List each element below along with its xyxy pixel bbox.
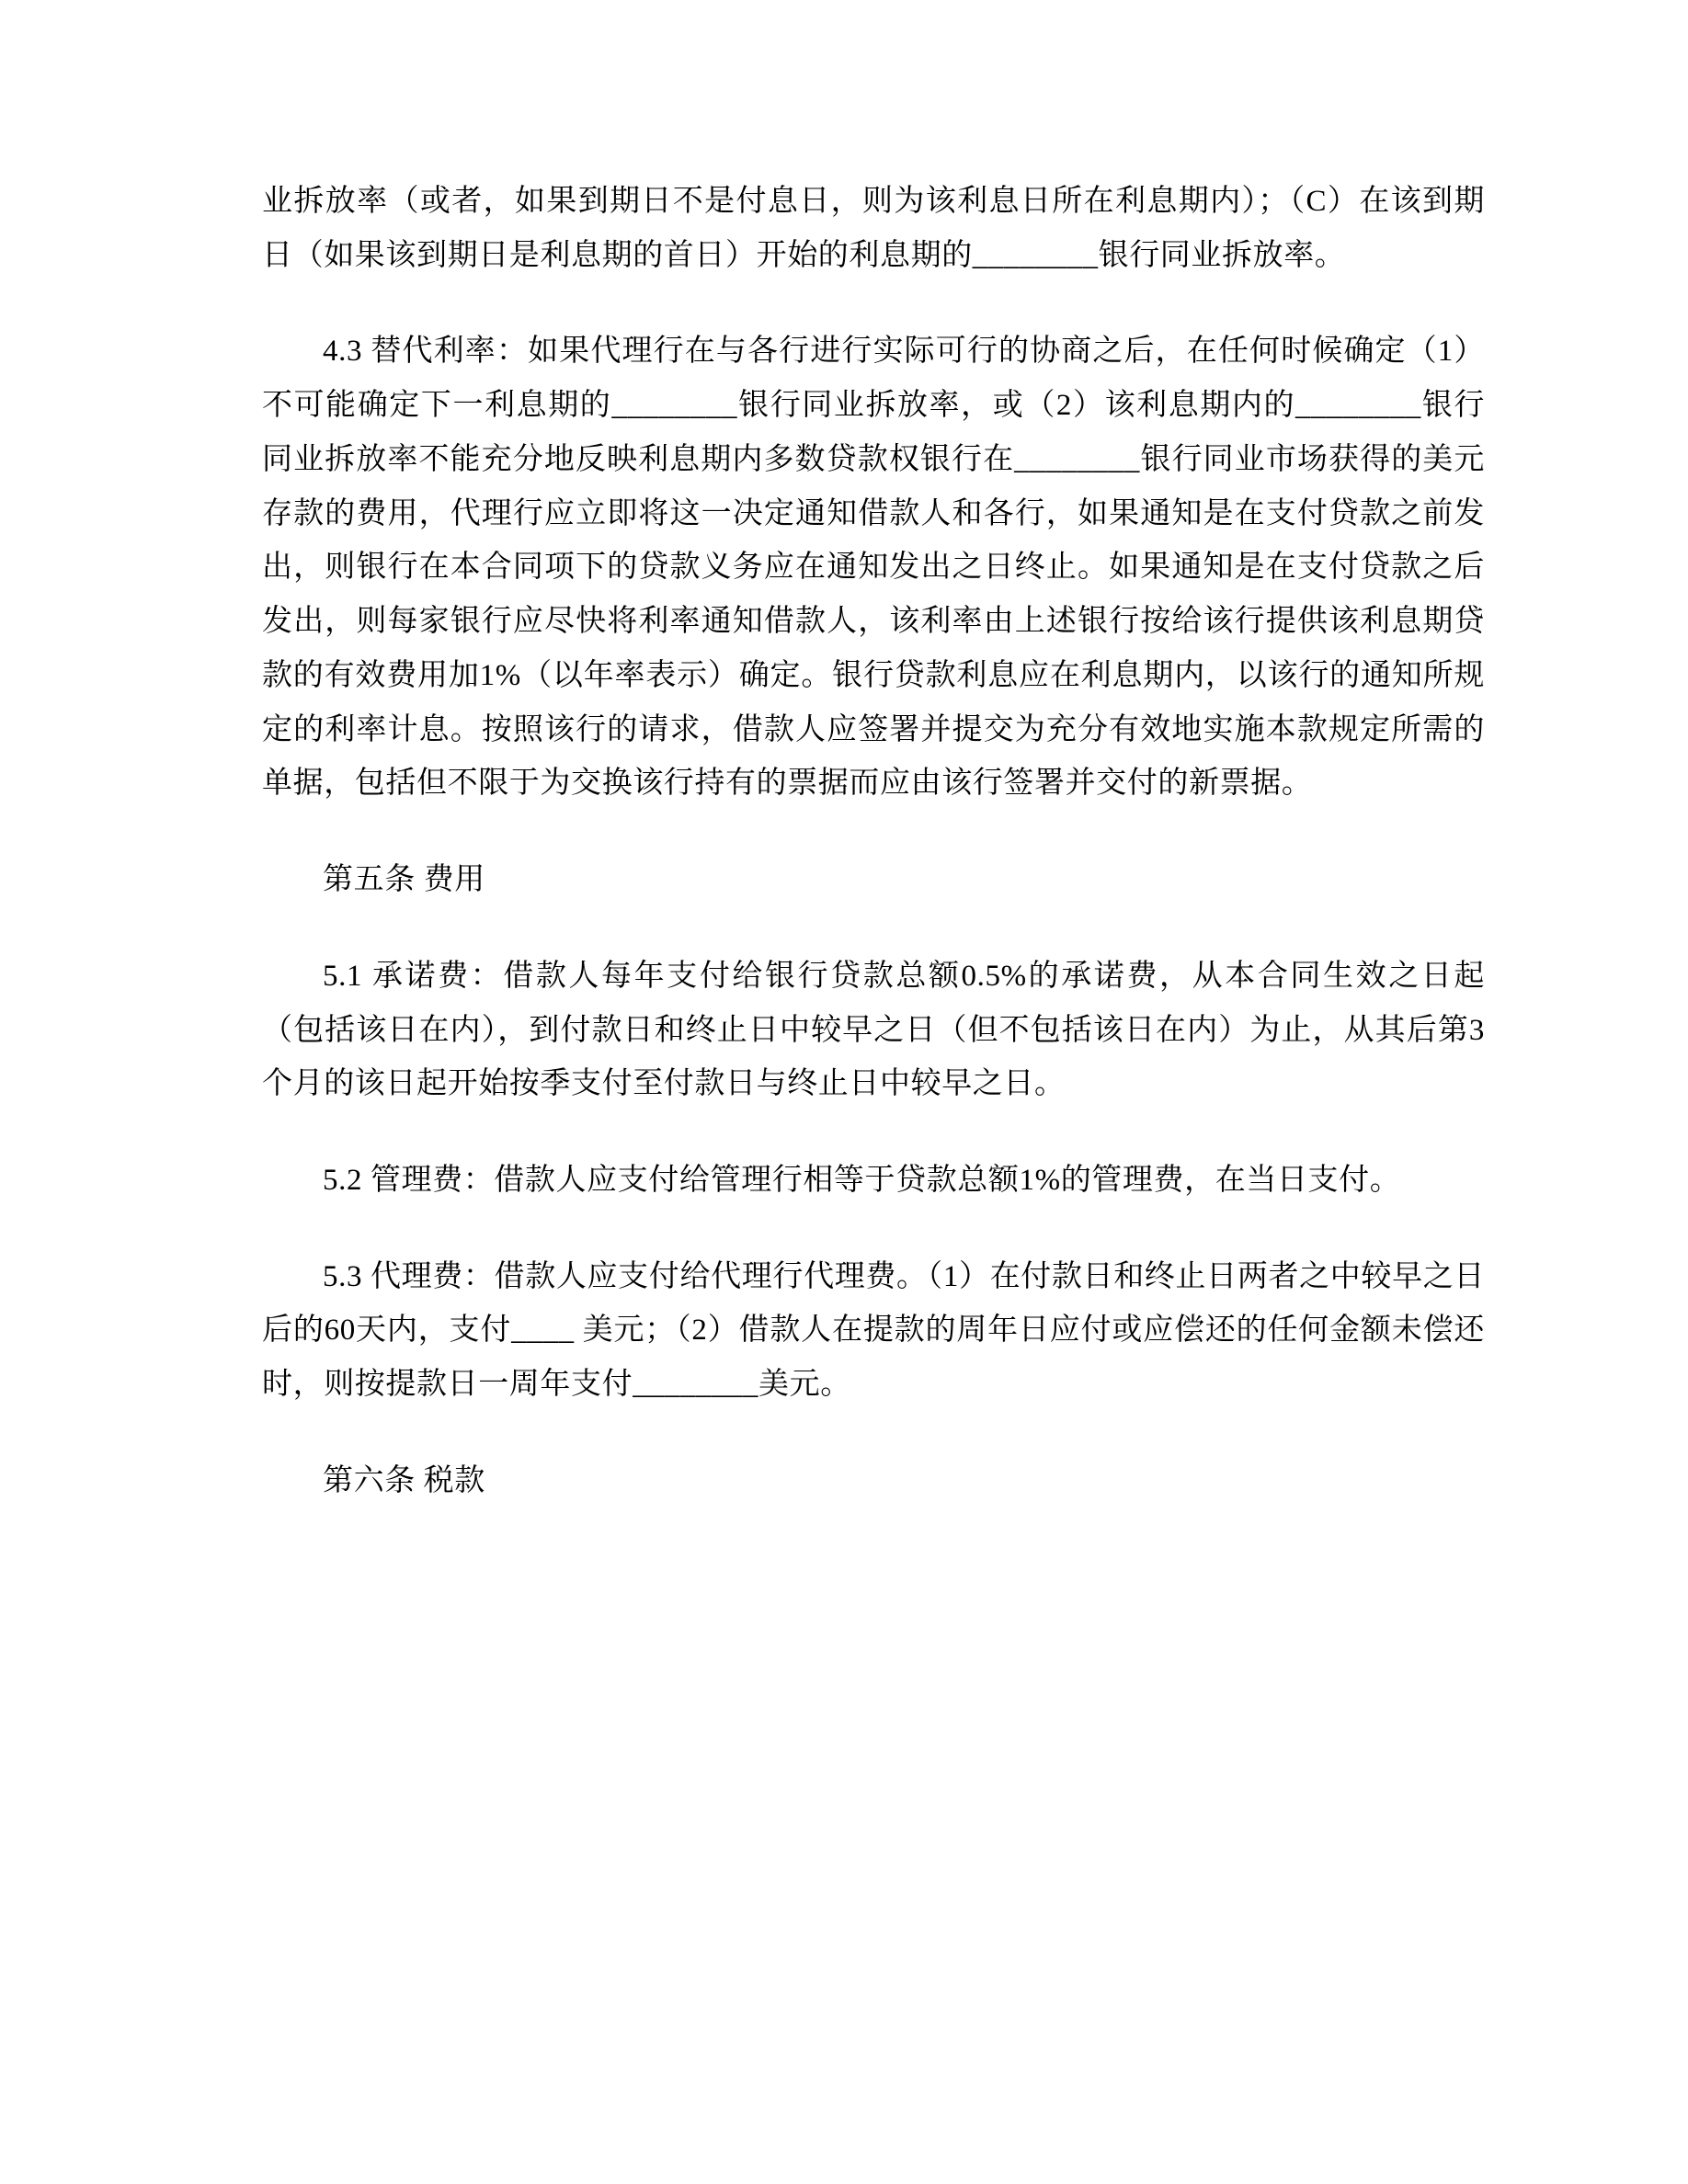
paragraph-5-3-agency-fee: 5.3 代理费：借款人应支付给代理行代理费。（1）在付款日和终止日两者之中较早之日后的60天内，支付____ 美元；（2）借款人在提款的周年日应付或应偿还的任何金额未偿还时，则按提款日一周年支付________美元。 [262,1259,1485,1402]
heading-article-6: 第六条 税款 [323,1463,485,1497]
paragraph-article4-continuation: 业拆放率（或者，如果到期日不是付息日，则为该利息日所在利息期内）；（C）在该到期日（如果该到期日是利息期的首日）开始的利息期的________银行同业拆放率。 [262,185,1485,272]
heading-article-5: 第五条 费用 [323,863,485,897]
document-body [262,175,1485,1508]
paragraph-5-2-management-fee: 5.2 管理费：借款人应支付给管理行相等于贷款总额1%的管理费，在当日支付。 [323,1164,1401,1198]
paragraph-4-3-substitute-rate: 4.3 替代利率：如果代理行在与各行进行实际可行的协商之后，在任何时候确定（1）不可能确定下一利息期的________银行同业拆放率，或（2）该利息期内的________银行同业拆放率不能充分地反映利息期内多数贷款权银行在________银行同业市场获得的美元存款的费用，代理行应立即将这一决定通知借款人和各行，如果通知是在支付贷款之前发出，则银行在本合同项下的贷款义务应在通知发出之日终止。如果通知是在支付贷款之后发出，则每家银行应尽快将利率通知借款人，该利率由上述银行按给该行提供该利息期贷款的有效费用加1%（以年率表示）确定。银行贷款利息应在利息期内，以该行的通知所规定的利率计息。按照该行的请求，借款人应签署并提交为充分有效地实施本款规定所需的单据，包括但不限于为交换该行持有的票据而应由该行签署并交付的新票据。 [262,335,1485,801]
paragraph-5-1-commitment-fee: 5.1 承诺费：借款人每年支付给银行贷款总额0.5%的承诺费，从本合同生效之日起（包括该日在内），到付款日和终止日中较早之日（但不包括该日在内）为止，从其后第3个月的该日起开始按季支付至付款日与终止日中较早之日。 [262,959,1485,1101]
